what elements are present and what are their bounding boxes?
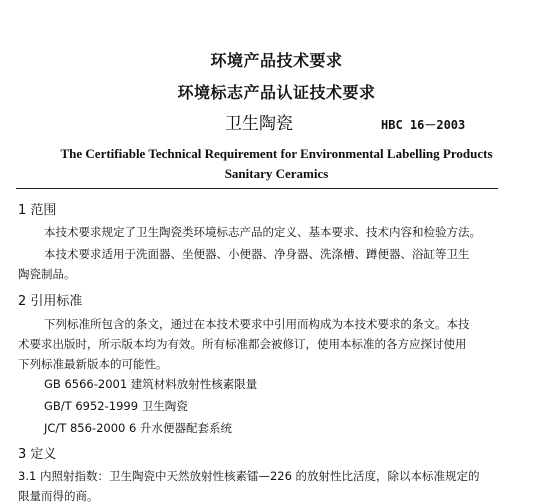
reference-standard-item: GB/T 6952-1999 卫生陶瓷 (44, 399, 188, 413)
section-1-paragraph-2-line-1: 本技术要求适用于洗面器、坐便器、小便器、净身器、洗涤槽、蹲便器、浴缸等卫生 (44, 247, 470, 261)
section-1-heading: 1 范围 (18, 203, 57, 218)
section-2-paragraph-line-2: 术要求出版时，所示版本均为有效。所有标准都会被修订，使用本标准的各方应探讨使用 (18, 337, 467, 351)
english-title-line-2: Sanitary Ceramics (224, 166, 329, 181)
section-3-paragraph-line-2: 限量而得的商。 (18, 489, 99, 503)
title-line-1: 环境产品技术要求 (210, 51, 343, 70)
section-3-heading: 3 定义 (18, 447, 57, 462)
section-1-paragraph-1: 本技术要求规定了卫生陶瓷类环境标志产品的定义、基本要求、技术内容和检验方法。 (44, 225, 481, 239)
header-divider (16, 188, 498, 189)
section-2-paragraph-line-1: 下列标准所包含的条文，通过在本技术要求中引用而构成为本技术要求的条文。本技 (44, 317, 470, 331)
section-2-heading: 2 引用标准 (18, 294, 83, 309)
english-title-line-1: The Certifiable Technical Requirement for Environmental Labelling Products (60, 146, 493, 161)
title-line-2: 环境标志产品认证技术要求 (177, 83, 376, 102)
standard-code: HBC 16－2003 (381, 118, 466, 132)
document-subtitle: 卫生陶瓷 (225, 114, 293, 134)
section-3-paragraph-line-1: 3.1 内照射指数：卫生陶瓷中天然放射性核素镭—226 的放射性比活度，除以本标准规定的 (18, 469, 480, 483)
section-2-paragraph-line-3: 下列标准最新版本的可能性。 (18, 357, 168, 371)
section-1-paragraph-2-line-2: 陶瓷制品。 (18, 267, 76, 281)
reference-standard-item: GB 6566-2001 建筑材料放射性核素限量 (44, 377, 258, 391)
reference-standard-item: JC/T 856-2000 6 升水便器配套系统 (44, 421, 232, 435)
